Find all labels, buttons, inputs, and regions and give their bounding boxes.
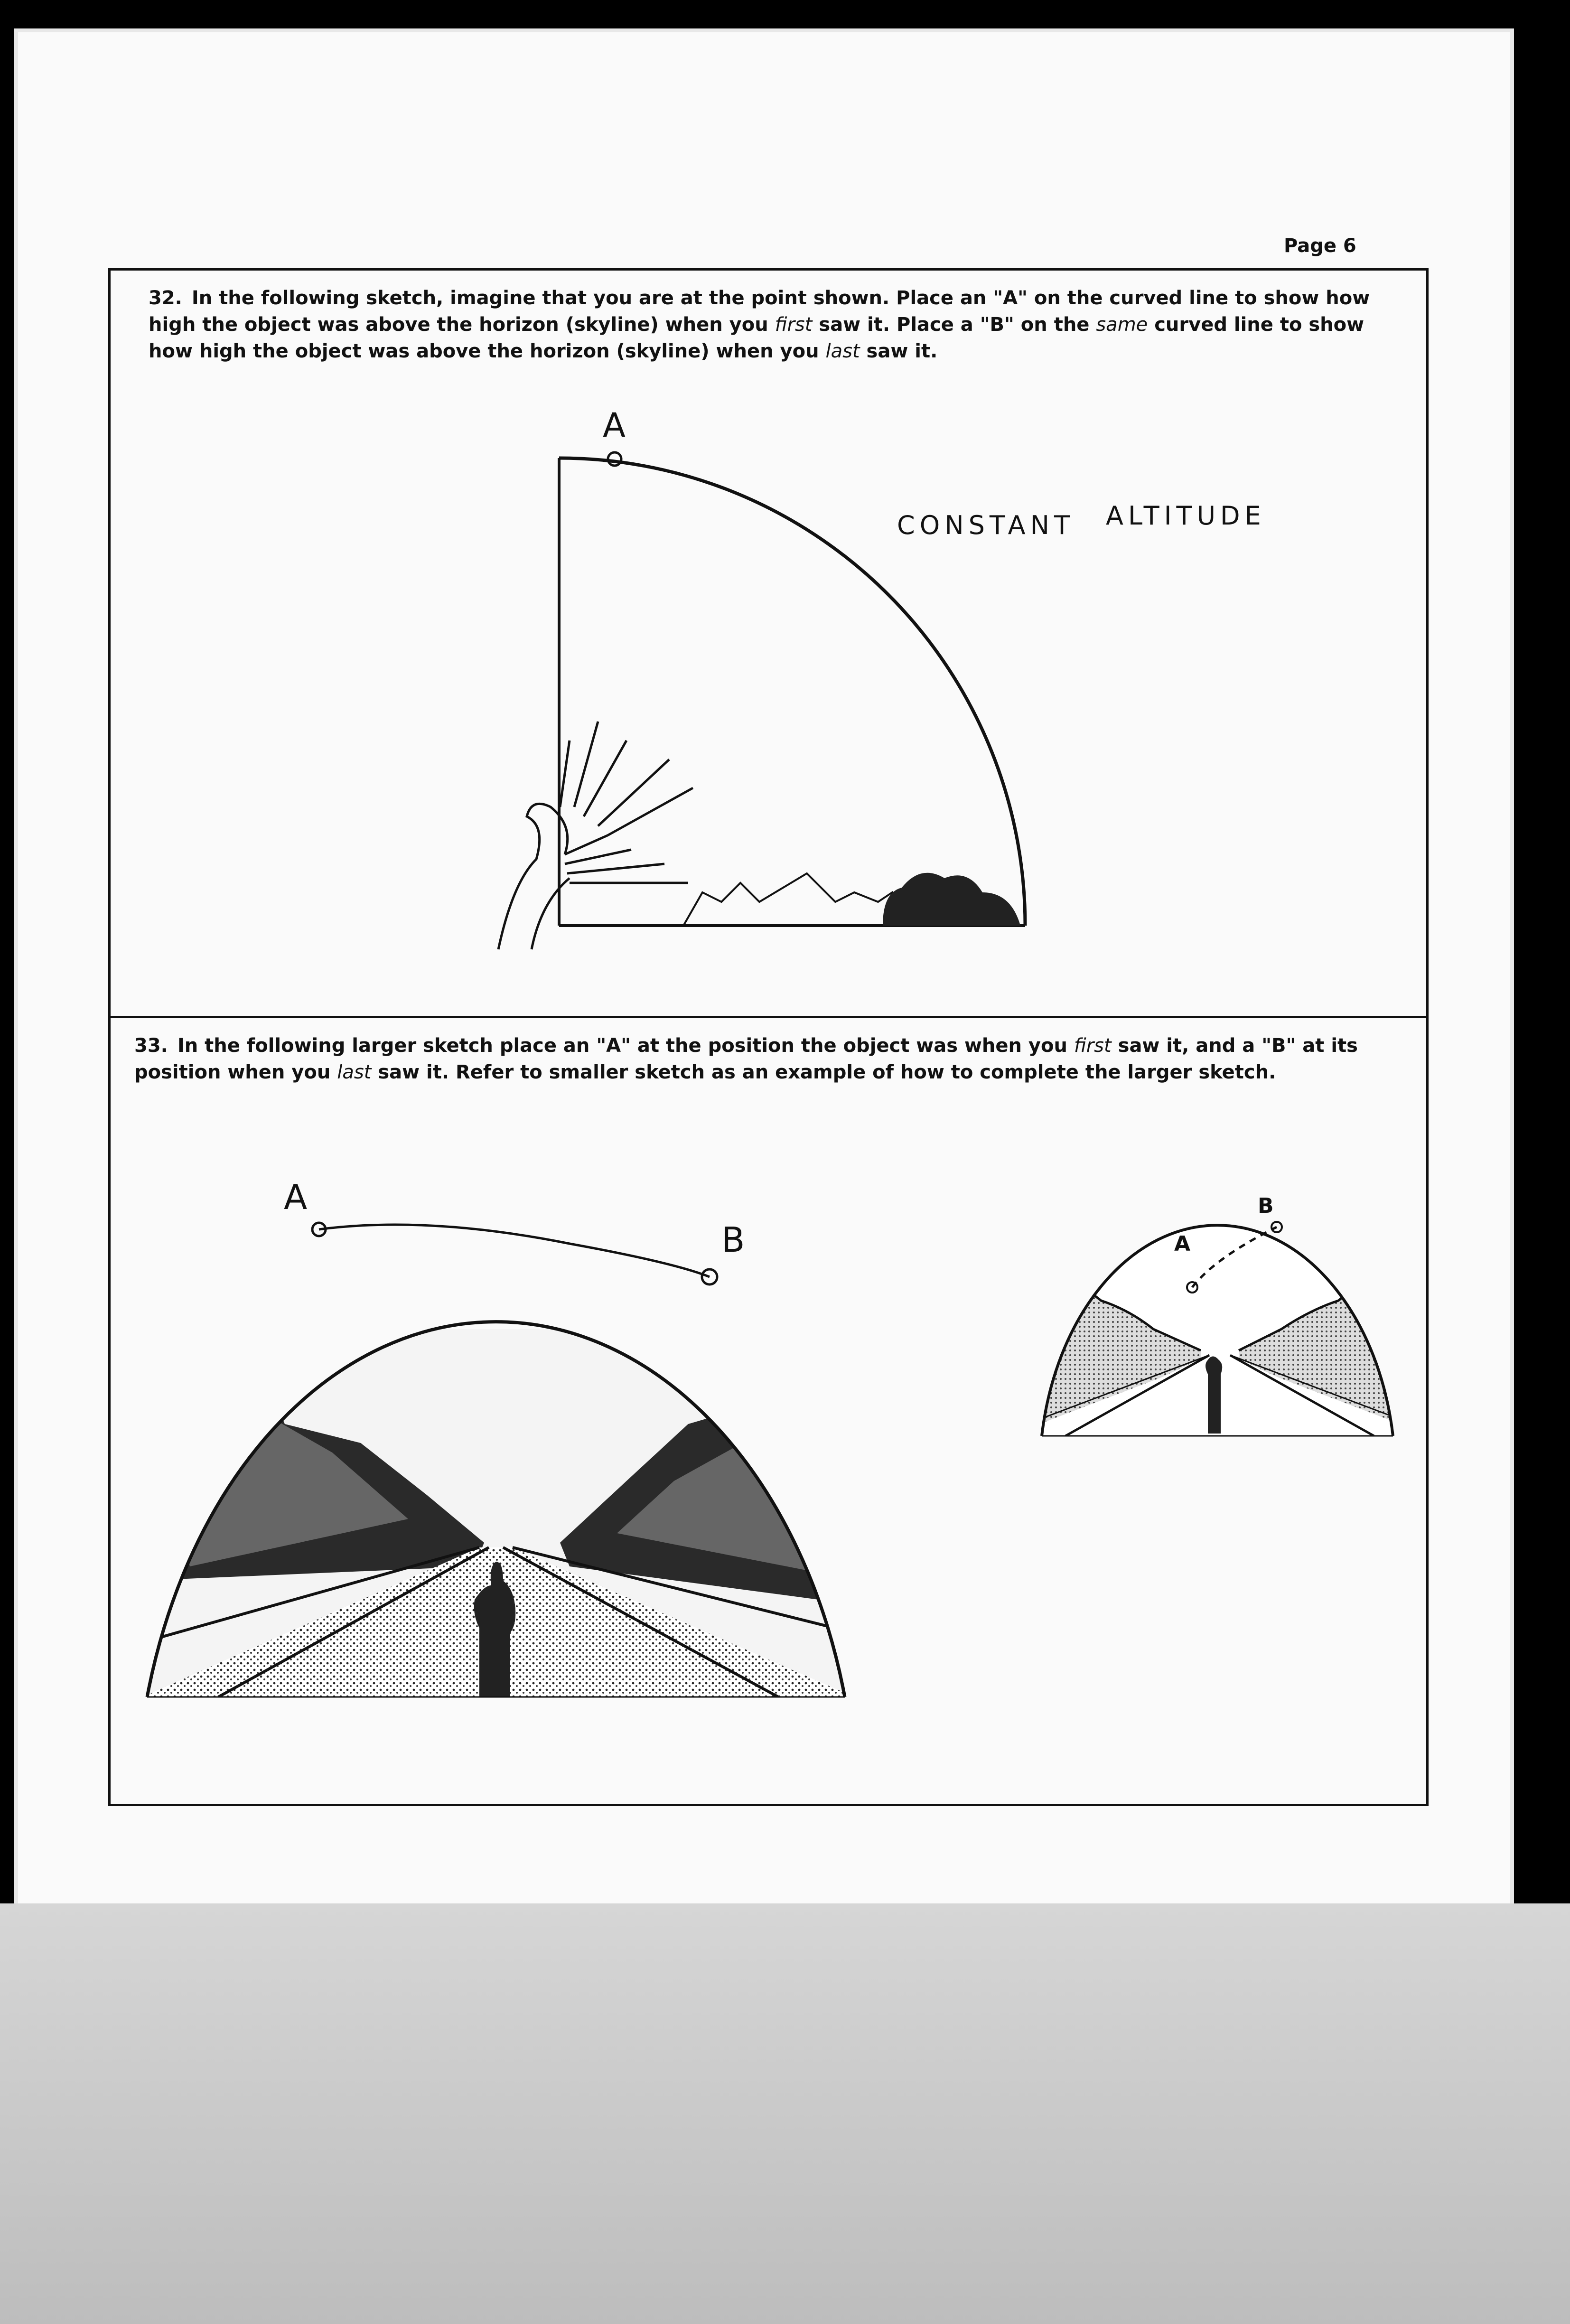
example-mark-b: B [1258, 1194, 1274, 1218]
question-33-text: 33. In the following larger sketch place an "A" at the position the object was when you first saw it, and a "B" at its position when you last saw it. Refer to smaller sketch as an example of how to complete the larger sketch. [134, 1035, 1358, 1083]
example-mark-a: A [1174, 1232, 1191, 1256]
question-32-text: 32. In the following sketch, imagine that you are at the point shown. Place an "A" on the curved line to show how high the object was above the horizon (skyline) when you first saw it. Place a "B" on the same curved line to show how high the object was above the horizon (skyline) when you last saw it. [149, 287, 1370, 362]
q32-handwritten-note-2: ALTITUDE [1106, 501, 1266, 531]
q32-handwritten-note-1: CONSTANT [897, 510, 1075, 540]
page-number: Page 6 [1284, 235, 1356, 257]
q32-handwritten-a: A [603, 406, 630, 445]
q33-handwritten-a: A [284, 1177, 312, 1217]
q33-handwritten-b: B [721, 1220, 750, 1260]
